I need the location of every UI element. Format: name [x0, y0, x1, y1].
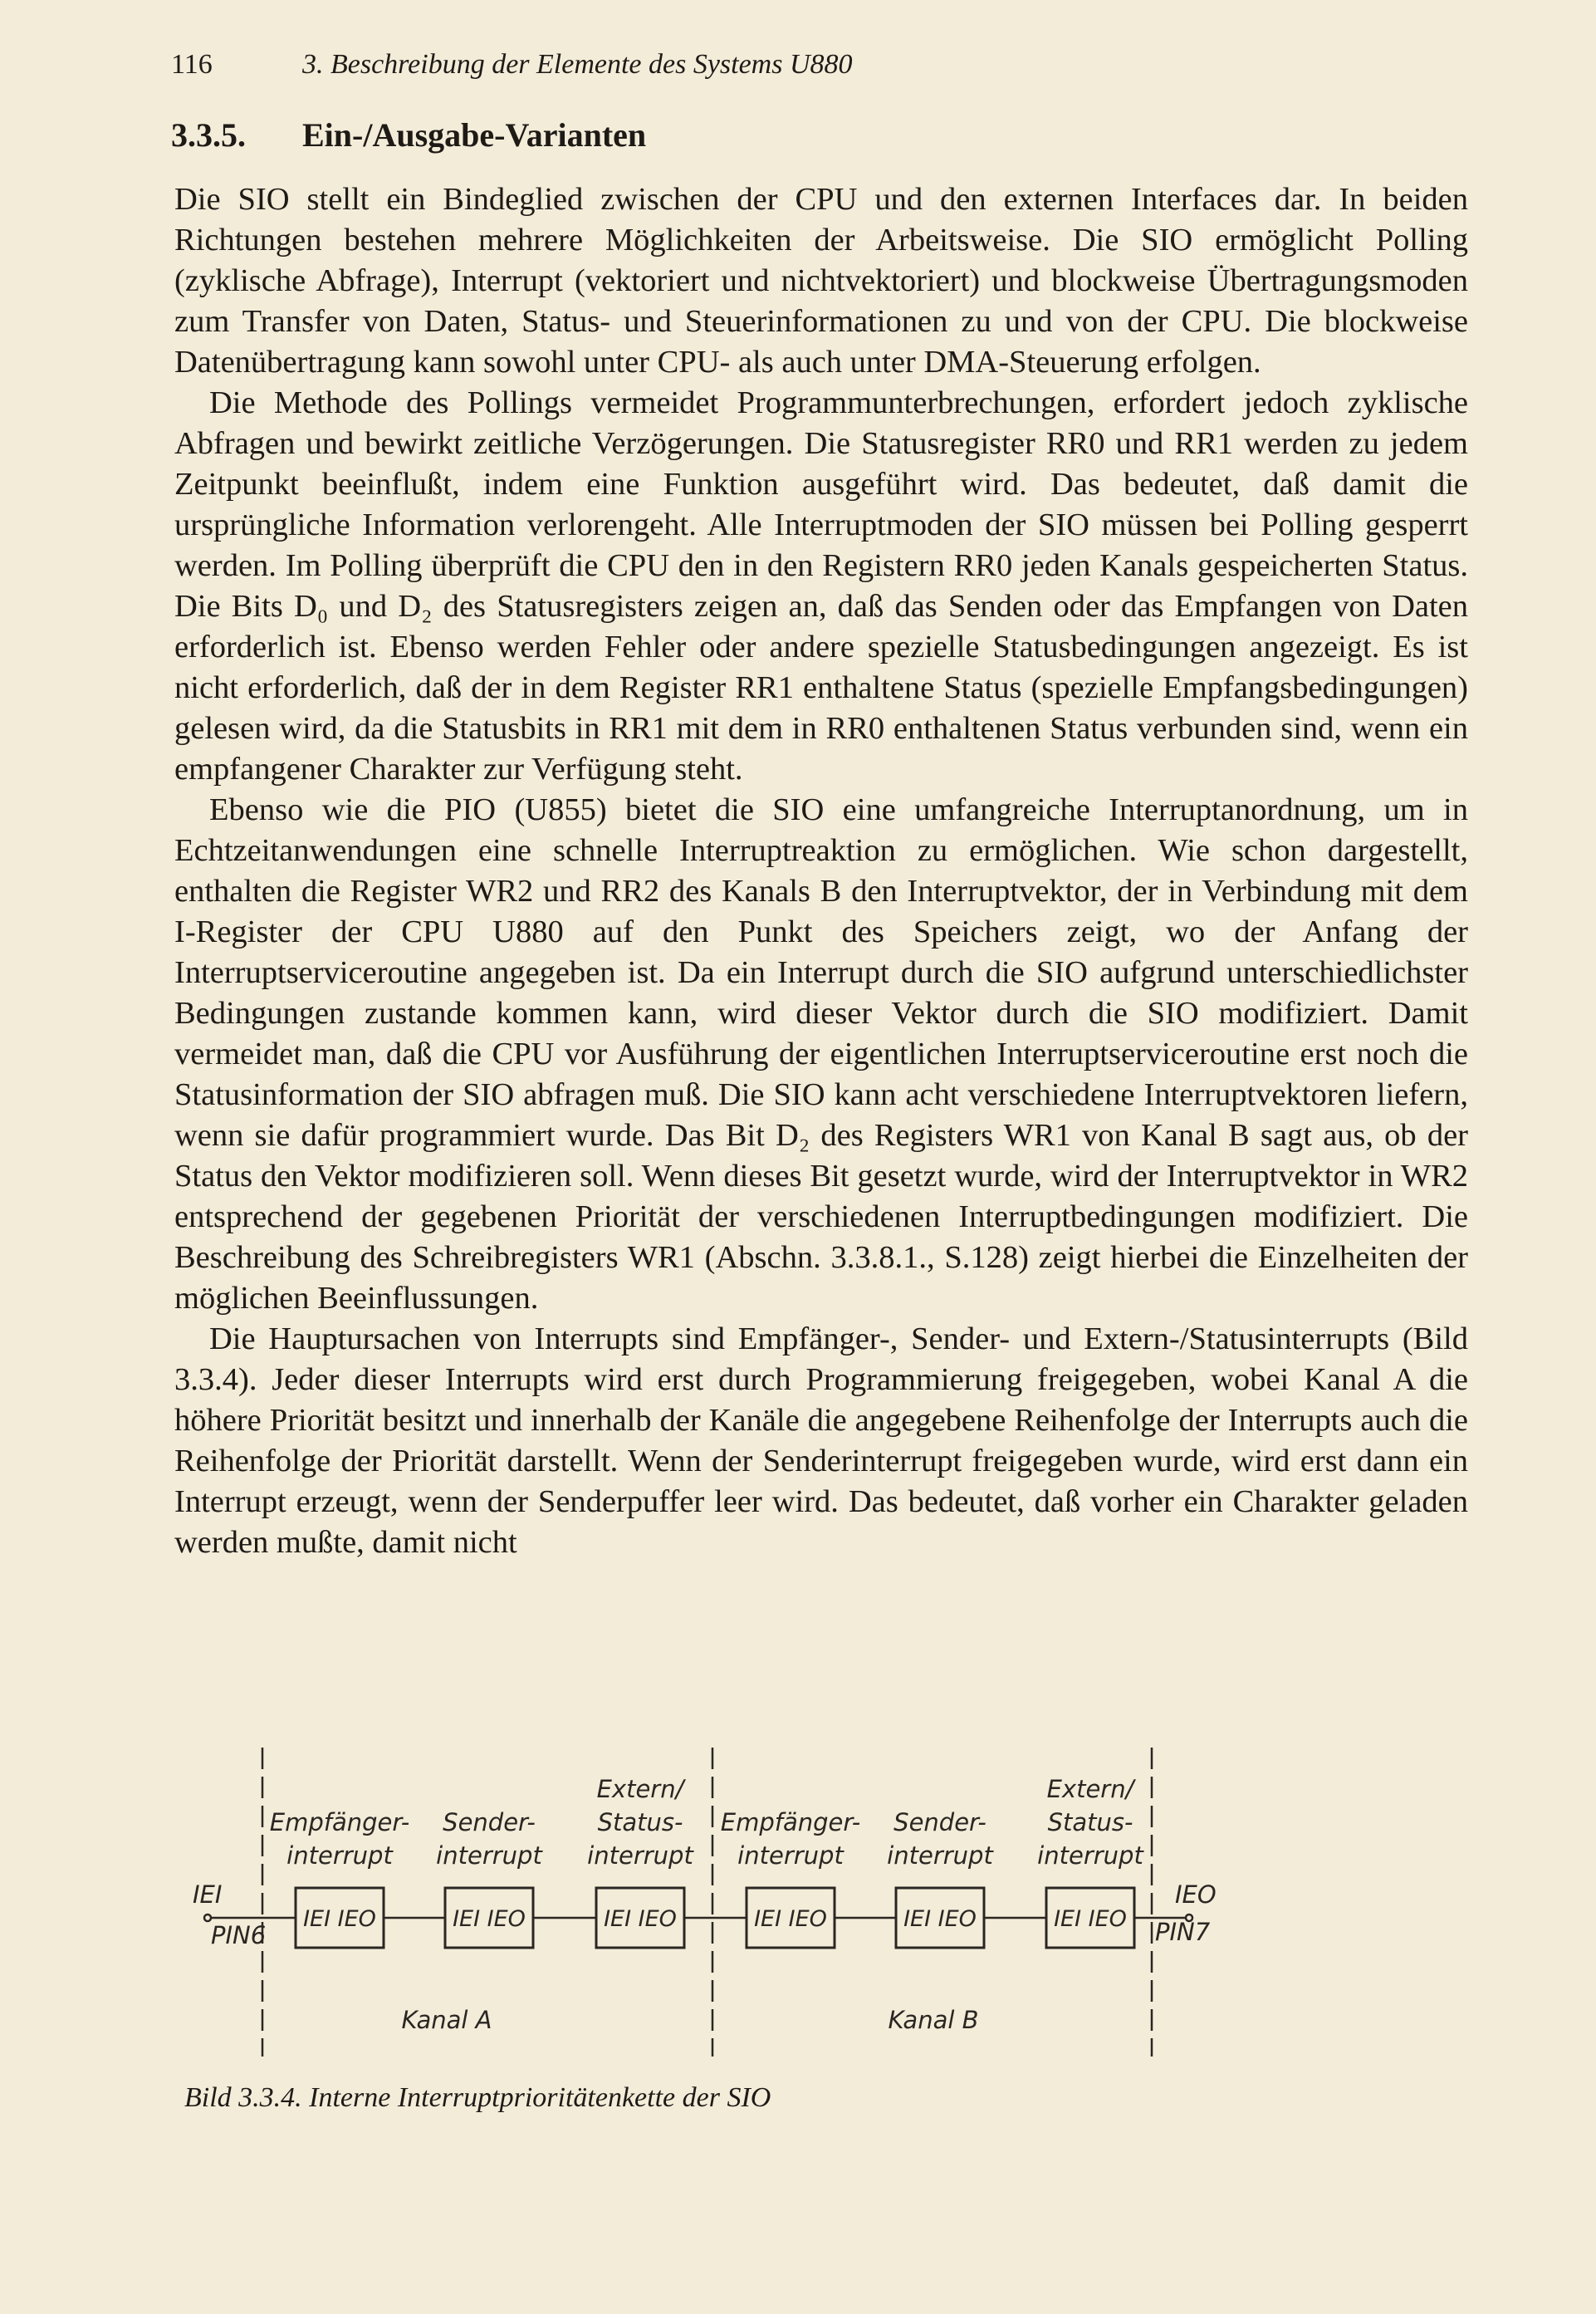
body-text — [174, 179, 1468, 1563]
section-heading — [171, 108, 1483, 163]
channel-b-label: Kanal B — [888, 2006, 979, 2034]
interrupt-type-label: Status- — [597, 1808, 683, 1836]
paragraph: Die SIO stellt ein Bindeglied zwischen der CPU und den externen Interfaces dar. In beiden Richtungen bestehen mehrere Möglichkeiten der Arbeitsweise. Die SIO ermöglicht Polling (zyklische Abfrage), Interrupt (vektoriert und nichtvektoriert) und blockweise Übertragungsmoden zum Transfer von Daten, Status- und Steuerinformationen zu und von der CPU. Die blockweise Datenübertragung kann sowohl unter CPU- als auch unter DMA-Steuerung erfolgen. — [174, 182, 1468, 380]
input-terminal — [204, 1914, 211, 1921]
chapter-title: 3. Beschreibung der Elemente des Systems U880 — [302, 49, 853, 80]
interrupt-type-label: Extern/ — [1046, 1775, 1134, 1803]
block-pin-label: IEI IEO — [453, 1906, 526, 1932]
output-signal-label: IEO — [1175, 1880, 1217, 1909]
interrupt-type-label: interrupt — [737, 1841, 844, 1870]
block-pin-label: IEI IEO — [754, 1906, 827, 1932]
interrupt-type-label: Extern/ — [596, 1775, 684, 1803]
input-pin-label: PIN6 — [211, 1921, 267, 1949]
interrupt-type-label: interrupt — [1037, 1841, 1143, 1870]
running-head — [171, 42, 1483, 88]
block-pin-label: IEI IEO — [604, 1906, 677, 1932]
interrupt-type-label: Empfänger- — [269, 1808, 410, 1836]
paragraph: Die Methode des Pollings vermeidet Programmunterbrechungen, erfordert jedoch zyklische Abfragen und bewirkt zeitliche Verzögerungen. Die Statusregister RR0 und RR1 werden zu jedem Zeitpunkt beeinflußt, indem eine Funktion ausgeführt wird. Das bedeutet, daß damit die ursprüngliche Information verlorengeht. Alle Interruptmoden der SIO müssen bei Polling gesperrt werden. Im Polling überprüft die CPU den in den Registern RR0 jeden Kanals gespeicherten Status. Die Bits D₀ und D₂ des Statusregisters zeigen an, daß das Senden oder das Empfangen von Daten erforderlich ist. Ebenso werden Fehler oder andere spezielle Statusbedingungen angezeigt. Es ist nicht erforderlich, daß der in dem Register RR1 enthaltene Status (spezielle Empfangsbedingungen) gelesen wird, da die Statusbits in RR1 mit dem in RR0 enthaltenen Status verbunden sind, wenn ein empfangener Charakter zur Verfügung steht. — [174, 385, 1468, 787]
interrupt-type-label: Status- — [1047, 1808, 1133, 1836]
interrupt-chain-diagram — [174, 1741, 1254, 2057]
figure-caption: Bild 3.3.4. Interne Interruptprioritätenkette der SIO — [184, 2082, 771, 2113]
section-number: 3.3.5. — [171, 116, 246, 154]
block-pin-label: IEI IEO — [1054, 1906, 1127, 1932]
interrupt-type-label: interrupt — [887, 1841, 993, 1870]
paragraph: Ebenso wie die PIO (U855) bietet die SIO eine umfangreiche Interruptanordnung, um in Echtzeitanwendungen eine schnelle Interruptreaktion zu ermöglichen. Wie schon dargestellt, enthalten die Register WR2 und RR2 des Kanals B den Interruptvektor, der in Verbindung mit dem I-Register der CPU U880 auf den Punkt des Speichers zeigt, wo der Anfang der Interruptserviceroutine angegeben ist. Da ein Interrupt durch die SIO aufgrund unterschiedlichster Bedingungen zustande kommen kann, wird dieser Vektor durch die SIO modifiziert. Damit vermeidet man, daß die CPU vor Ausführung der eigentlichen Interruptserviceroutine erst noch die Statusinformation der SIO abfragen muß. Die SIO kann acht verschiedene Interruptvektoren liefern, wenn sie dafür programmiert wurde. Das Bit D₂ des Registers WR1 von Kanal B sagt aus, ob der Status den Vektor modifizieren soll. Wenn dieses Bit gesetzt wurde, wird der Interruptvektor in WR2 entsprechend der gegebenen Priorität der verschiedenen Interruptbedingungen modifiziert. Die Beschreibung des Schreibregisters WR1 (Abschn. 3.3.8.1., S.128) zeigt hierbei die Einzelheiten der möglichen Beeinflussungen. — [174, 792, 1468, 1316]
interrupt-type-label: Sender- — [893, 1808, 986, 1836]
block-pin-label: IEI IEO — [303, 1906, 376, 1932]
block-pin-label: IEI IEO — [903, 1906, 977, 1932]
input-signal-label: IEI — [193, 1880, 223, 1909]
interrupt-type-label: interrupt — [286, 1841, 393, 1870]
interrupt-type-label: Sender- — [443, 1808, 536, 1836]
paragraph: Die Hauptursachen von Interrupts sind Empfänger-, Sender- und Extern-/Statusinterrupts (Bild 3.3.4). Jeder dieser Interrupts wird erst durch Programmierung freigegeben, wobei Kanal A die höhere Priorität besitzt und innerhalb der Kanäle die angegebene Reihenfolge der Interrupts auch die Reihenfolge der Priorität darstellt. Wenn der Senderinterrupt freigegeben wurde, wird erst dann ein Interrupt erzeugt, wenn der Senderpuffer leer wird. Das bedeutet, daß vorher ein Charakter geladen werden mußte, damit nicht — [174, 1321, 1468, 1560]
diagram-svg — [174, 1741, 1254, 2057]
section-title: Ein-/Ausgabe-Varianten — [302, 116, 647, 154]
channel-a-label: Kanal A — [401, 2006, 492, 2034]
output-pin-label: PIN7 — [1155, 1918, 1211, 1946]
interrupt-type-label: interrupt — [587, 1841, 693, 1870]
interrupt-type-label: interrupt — [436, 1841, 542, 1870]
page-number: 116 — [171, 49, 213, 80]
interrupt-type-label: Empfänger- — [720, 1808, 861, 1836]
